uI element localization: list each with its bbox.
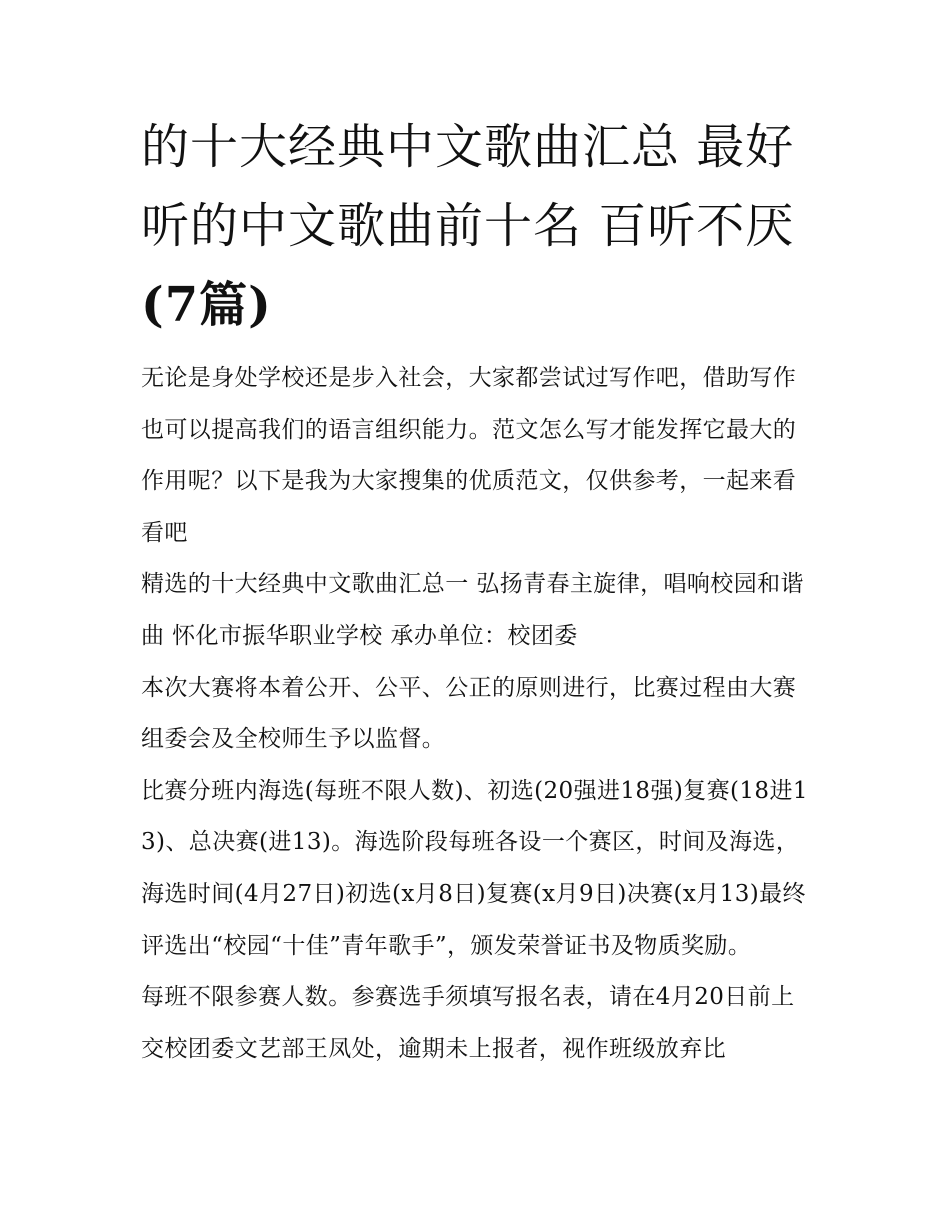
paragraph-registration: 每班不限参赛人数。参赛选手须填写报名表，请在4月20日前上交校团委文艺部王凤处，逾期未上报者，视作班级放弃比: [141, 984, 795, 1062]
paragraph-event-header: 精选的十大经典中文歌曲汇总一 弘扬青春主旋律，唱响校园和谐曲 怀化市振华职业学校 承办单位：校团委: [141, 571, 804, 649]
paragraph-schedule: 比赛分班内海选(每班不限人数)、初选(20强进18强)复赛(18进13)、总决赛(进13)。海选阶段每班各设一个赛区，时间及海选，海选时间(4月27日)初选(x月8日)复赛(x月9日)决赛(x月13)最终评选出“校园“十佳”青年歌手”，颁发荣誉证书及物质奖励。: [141, 777, 808, 959]
title-main: 的十大经典中文歌曲汇总 最好听的中文歌曲前十名 百听不厌: [141, 119, 795, 254]
document-title: [141, 108, 813, 345]
paragraph-principle: 本次大赛将本着公开、公平、公正的原则进行，比赛过程由大赛组委会及全校师生予以监督。: [141, 674, 797, 753]
paragraph-intro: 无论是身处学校还是步入社会，大家都尝试过写作吧，借助写作也可以提高我们的语言组织能力。范文怎么写才能发挥它最大的作用呢？以下是我为大家搜集的优质范文，仅供参考，一起来看看吧: [141, 365, 797, 546]
document-page: [141, 108, 813, 1075]
title-count: (7篇): [141, 277, 272, 333]
